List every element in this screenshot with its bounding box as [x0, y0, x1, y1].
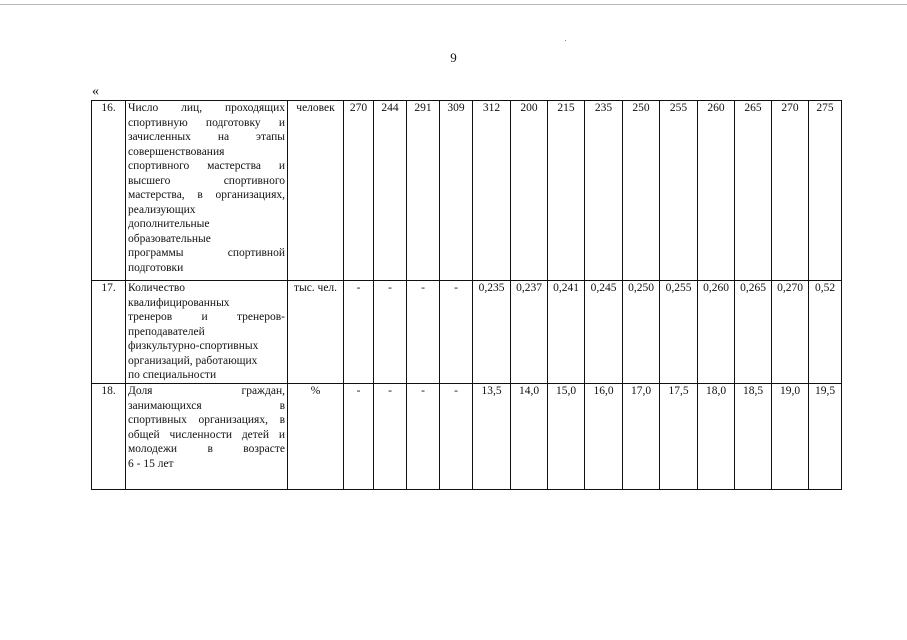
- value-cell: 270: [344, 101, 374, 281]
- description-line: дополнительные: [128, 218, 210, 230]
- value-cell: 0,255: [660, 281, 698, 384]
- value-cell: 0,235: [473, 281, 511, 384]
- value-cell: 16,0: [585, 384, 623, 490]
- description-line: программы спортивной: [128, 247, 285, 259]
- description-line: тренеров и тренеров-: [128, 311, 285, 323]
- value-cell: 291: [407, 101, 440, 281]
- value-cell: 13,5: [473, 384, 511, 490]
- unit-of-measure: тыс. чел.: [288, 281, 344, 384]
- value-cell: 18,0: [698, 384, 735, 490]
- description-line: мастерства, в организациях,: [128, 189, 285, 201]
- value-cell: 265: [735, 101, 772, 281]
- value-cell: -: [440, 281, 473, 384]
- row-number: 17.: [92, 281, 126, 384]
- table-row: [92, 384, 842, 490]
- description-line: квалифицированных: [128, 296, 230, 309]
- description-line: занимающихся в: [128, 399, 285, 412]
- description-line: зачисленных на этапы: [128, 131, 285, 143]
- value-cell: 19,0: [772, 384, 809, 490]
- value-cell: 312: [473, 101, 511, 281]
- value-cell: 17,0: [623, 384, 660, 490]
- description-line: организаций, работающих: [128, 354, 258, 367]
- row-number: 18.: [92, 384, 126, 490]
- value-cell: 0,260: [698, 281, 735, 384]
- indicators-table: [91, 100, 842, 490]
- value-cell: -: [344, 384, 374, 490]
- row-number: 16.: [92, 101, 126, 281]
- description-line: Число лиц, проходящих: [128, 102, 285, 114]
- value-cell: 270: [772, 101, 809, 281]
- value-cell: 15,0: [548, 384, 585, 490]
- description-line: преподавателей: [128, 325, 205, 338]
- value-cell: 0,265: [735, 281, 772, 384]
- value-cell: 309: [440, 101, 473, 281]
- value-cell: 255: [660, 101, 698, 281]
- description-line: общей численности детей и: [128, 428, 285, 441]
- description-line: Количество: [128, 282, 185, 294]
- value-cell: 235: [585, 101, 623, 281]
- value-cell: 0,52: [809, 281, 842, 384]
- opening-quote-mark: «: [92, 84, 99, 99]
- value-cell: 19,5: [809, 384, 842, 490]
- description-line: совершенствования: [128, 145, 225, 158]
- description-line: образовательные: [128, 232, 211, 245]
- value-cell: 215: [548, 101, 585, 281]
- value-cell: 0,241: [548, 281, 585, 384]
- description-line: спортивных организациях, в: [128, 414, 285, 426]
- scan-speck: [565, 40, 566, 41]
- value-cell: -: [440, 384, 473, 490]
- description-line: спортивную подготовку и: [128, 116, 285, 129]
- description-line: реализующих: [128, 203, 196, 216]
- top-edge-line: [0, 4, 907, 5]
- description-line: Доля граждан,: [128, 385, 285, 397]
- description-line: высшего спортивного: [128, 174, 285, 187]
- value-cell: 18,5: [735, 384, 772, 490]
- value-cell: 0,270: [772, 281, 809, 384]
- value-cell: 260: [698, 101, 735, 281]
- page-number: 9: [450, 50, 457, 65]
- table-row: [92, 101, 842, 281]
- value-cell: 14,0: [511, 384, 548, 490]
- description-line: подготовки: [128, 261, 184, 274]
- indicator-description: [126, 281, 288, 384]
- value-cell: 275: [809, 101, 842, 281]
- value-cell: 0,237: [511, 281, 548, 384]
- description-line: физкультурно-спортивных: [128, 340, 259, 352]
- value-cell: 200: [511, 101, 548, 281]
- description-line: 6 - 15 лет: [128, 457, 174, 470]
- unit-of-measure: %: [288, 384, 344, 490]
- value-cell: 250: [623, 101, 660, 281]
- description-line: спортивного мастерства и: [128, 160, 285, 172]
- value-cell: -: [407, 384, 440, 490]
- table-row: [92, 281, 842, 384]
- value-cell: -: [407, 281, 440, 384]
- description-line: по специальности: [128, 369, 217, 381]
- value-cell: 244: [374, 101, 407, 281]
- indicator-description: [126, 384, 288, 490]
- description-line: молодежи в возрасте: [128, 443, 285, 455]
- value-cell: 17,5: [660, 384, 698, 490]
- unit-of-measure: человек: [288, 101, 344, 281]
- value-cell: -: [344, 281, 374, 384]
- value-cell: 0,245: [585, 281, 623, 384]
- value-cell: 0,250: [623, 281, 660, 384]
- indicator-description: [126, 101, 288, 281]
- value-cell: -: [374, 281, 407, 384]
- value-cell: -: [374, 384, 407, 490]
